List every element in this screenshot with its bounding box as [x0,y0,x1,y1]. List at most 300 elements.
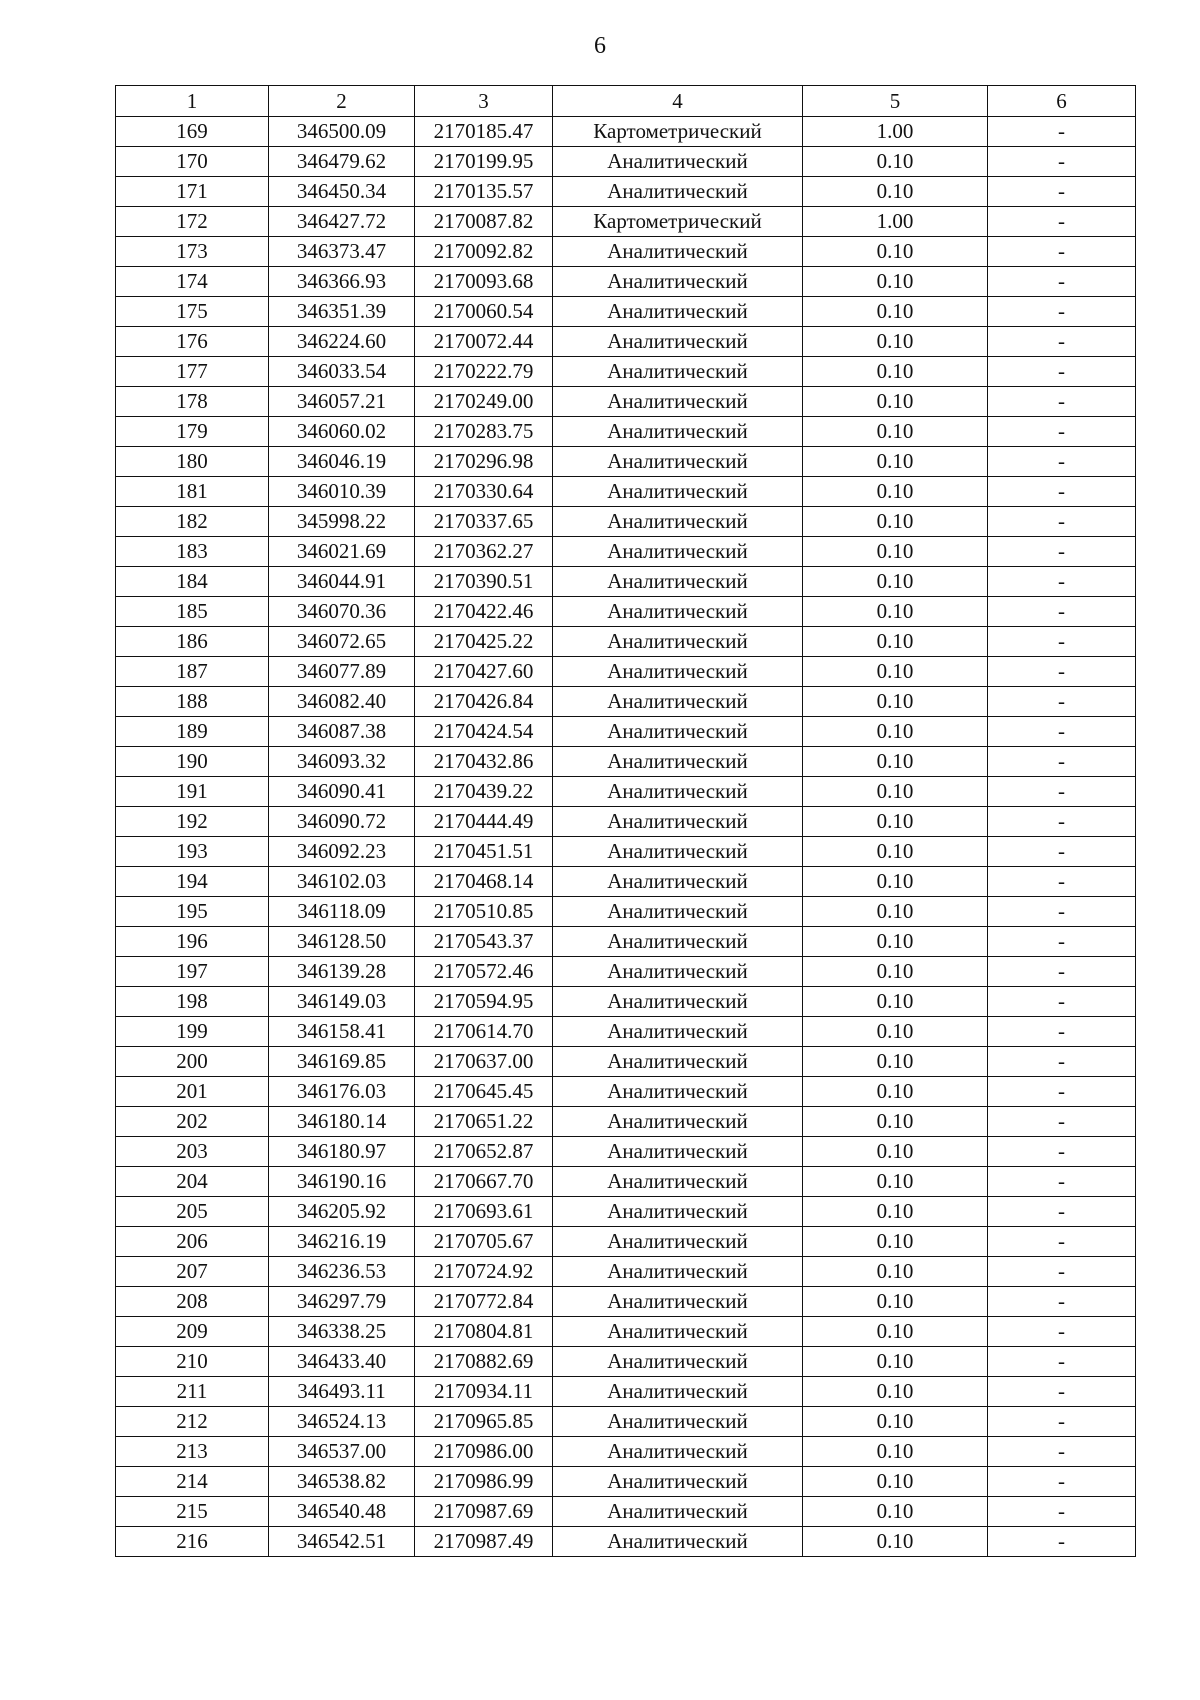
table-row [116,777,1136,807]
table-row [116,537,1136,567]
table-header [116,86,1136,117]
cell-point-number: 199 [116,1017,269,1047]
cell-accuracy: 0.10 [803,387,988,417]
cell-method: Аналитический [553,1287,803,1317]
cell-accuracy: 0.10 [803,807,988,837]
cell-note: - [988,957,1136,987]
cell-note: - [988,267,1136,297]
cell-x: 346169.85 [269,1047,415,1077]
cell-point-number: 210 [116,1347,269,1377]
cell-y: 2170934.11 [415,1377,553,1407]
table-row [116,147,1136,177]
table-row [116,627,1136,657]
cell-method: Аналитический [553,657,803,687]
cell-point-number: 214 [116,1467,269,1497]
cell-accuracy: 0.10 [803,867,988,897]
cell-y: 2170594.95 [415,987,553,1017]
table-row [116,1407,1136,1437]
cell-accuracy: 0.10 [803,267,988,297]
cell-method: Аналитический [553,1527,803,1557]
cell-method: Аналитический [553,957,803,987]
cell-method: Аналитический [553,597,803,627]
cell-x: 346236.53 [269,1257,415,1287]
table-row [116,237,1136,267]
table-row [116,1347,1136,1377]
cell-y: 2170093.68 [415,267,553,297]
cell-point-number: 194 [116,867,269,897]
cell-accuracy: 0.10 [803,507,988,537]
cell-note: - [988,1347,1136,1377]
cell-note: - [988,237,1136,267]
coordinates-table [115,85,1136,1557]
cell-point-number: 198 [116,987,269,1017]
cell-method: Аналитический [553,1137,803,1167]
cell-point-number: 190 [116,747,269,777]
cell-y: 2170425.22 [415,627,553,657]
cell-note: - [988,417,1136,447]
cell-method: Аналитический [553,1437,803,1467]
cell-y: 2170572.46 [415,957,553,987]
cell-y: 2170772.84 [415,1287,553,1317]
cell-note: - [988,177,1136,207]
cell-point-number: 205 [116,1197,269,1227]
cell-point-number: 179 [116,417,269,447]
cell-x: 346044.91 [269,567,415,597]
cell-point-number: 196 [116,927,269,957]
cell-y: 2170986.99 [415,1467,553,1497]
cell-point-number: 177 [116,357,269,387]
cell-x: 346057.21 [269,387,415,417]
cell-method: Аналитический [553,417,803,447]
cell-accuracy: 0.10 [803,1197,988,1227]
cell-point-number: 182 [116,507,269,537]
cell-y: 2170468.14 [415,867,553,897]
table-row [116,477,1136,507]
table-row [116,207,1136,237]
cell-method: Аналитический [553,447,803,477]
cell-point-number: 171 [116,177,269,207]
table-body [116,117,1136,1557]
cell-y: 2170724.92 [415,1257,553,1287]
cell-note: - [988,1527,1136,1557]
cell-point-number: 180 [116,447,269,477]
cell-x: 346433.40 [269,1347,415,1377]
cell-point-number: 176 [116,327,269,357]
cell-y: 2170087.82 [415,207,553,237]
cell-method: Аналитический [553,1167,803,1197]
cell-y: 2170705.67 [415,1227,553,1257]
cell-x: 346351.39 [269,297,415,327]
table-row [116,267,1136,297]
cell-point-number: 206 [116,1227,269,1257]
cell-y: 2170330.64 [415,477,553,507]
cell-x: 346216.19 [269,1227,415,1257]
cell-note: - [988,327,1136,357]
cell-y: 2170987.49 [415,1527,553,1557]
cell-accuracy: 0.10 [803,717,988,747]
cell-note: - [988,687,1136,717]
table-row [116,717,1136,747]
cell-note: - [988,1017,1136,1047]
cell-note: - [988,207,1136,237]
cell-x: 346021.69 [269,537,415,567]
cell-point-number: 172 [116,207,269,237]
cell-accuracy: 0.10 [803,297,988,327]
cell-accuracy: 0.10 [803,837,988,867]
cell-x: 346087.38 [269,717,415,747]
cell-method: Аналитический [553,1077,803,1107]
cell-y: 2170426.84 [415,687,553,717]
cell-note: - [988,1497,1136,1527]
cell-x: 346537.00 [269,1437,415,1467]
cell-accuracy: 0.10 [803,1467,988,1497]
cell-point-number: 212 [116,1407,269,1437]
cell-accuracy: 0.10 [803,1377,988,1407]
cell-y: 2170510.85 [415,897,553,927]
cell-y: 2170652.87 [415,1137,553,1167]
cell-point-number: 193 [116,837,269,867]
header-cell-note: 6 [988,86,1136,117]
cell-y: 2170390.51 [415,567,553,597]
cell-accuracy: 0.10 [803,327,988,357]
cell-point-number: 207 [116,1257,269,1287]
header-cell-y: 3 [415,86,553,117]
cell-method: Аналитический [553,1497,803,1527]
cell-note: - [988,837,1136,867]
cell-method: Аналитический [553,267,803,297]
cell-accuracy: 0.10 [803,477,988,507]
table-row [116,1107,1136,1137]
cell-note: - [988,807,1136,837]
table-row [116,1017,1136,1047]
cell-accuracy: 0.10 [803,1317,988,1347]
cell-note: - [988,777,1136,807]
cell-method: Аналитический [553,717,803,747]
cell-point-number: 187 [116,657,269,687]
cell-accuracy: 0.10 [803,357,988,387]
table-row [116,1317,1136,1347]
cell-x: 346540.48 [269,1497,415,1527]
cell-x: 346070.36 [269,597,415,627]
cell-accuracy: 0.10 [803,597,988,627]
cell-x: 346093.32 [269,747,415,777]
cell-y: 2170222.79 [415,357,553,387]
cell-accuracy: 0.10 [803,987,988,1017]
cell-y: 2170645.45 [415,1077,553,1107]
cell-point-number: 192 [116,807,269,837]
cell-x: 346090.72 [269,807,415,837]
cell-x: 346128.50 [269,927,415,957]
cell-accuracy: 0.10 [803,777,988,807]
table-row [116,507,1136,537]
cell-note: - [988,1107,1136,1137]
table-row [116,1197,1136,1227]
cell-note: - [988,447,1136,477]
cell-note: - [988,597,1136,627]
cell-point-number: 213 [116,1437,269,1467]
cell-note: - [988,117,1136,147]
cell-point-number: 216 [116,1527,269,1557]
cell-y: 2170135.57 [415,177,553,207]
header-row [116,86,1136,117]
cell-method: Аналитический [553,897,803,927]
cell-note: - [988,507,1136,537]
table-row [116,1497,1136,1527]
cell-accuracy: 0.10 [803,537,988,567]
cell-accuracy: 0.10 [803,447,988,477]
cell-note: - [988,1467,1136,1497]
cell-note: - [988,1317,1136,1347]
cell-y: 2170337.65 [415,507,553,537]
cell-accuracy: 0.10 [803,417,988,447]
table-row [116,747,1136,777]
table-row [116,657,1136,687]
cell-point-number: 211 [116,1377,269,1407]
cell-x: 346479.62 [269,147,415,177]
table-row [116,357,1136,387]
cell-y: 2170432.86 [415,747,553,777]
cell-method: Аналитический [553,387,803,417]
cell-point-number: 202 [116,1107,269,1137]
cell-method: Картометрический [553,117,803,147]
cell-x: 346427.72 [269,207,415,237]
cell-method: Аналитический [553,507,803,537]
cell-accuracy: 0.10 [803,1437,988,1467]
cell-x: 345998.22 [269,507,415,537]
cell-y: 2170882.69 [415,1347,553,1377]
cell-y: 2170249.00 [415,387,553,417]
table-row [116,1167,1136,1197]
cell-accuracy: 1.00 [803,207,988,237]
cell-y: 2170637.00 [415,1047,553,1077]
cell-note: - [988,357,1136,387]
cell-method: Аналитический [553,147,803,177]
cell-x: 346542.51 [269,1527,415,1557]
cell-point-number: 195 [116,897,269,927]
cell-method: Аналитический [553,237,803,267]
cell-method: Аналитический [553,807,803,837]
cell-note: - [988,477,1136,507]
cell-x: 346373.47 [269,237,415,267]
cell-method: Аналитический [553,537,803,567]
cell-point-number: 191 [116,777,269,807]
table-row [116,447,1136,477]
cell-y: 2170283.75 [415,417,553,447]
table-row [116,1437,1136,1467]
cell-note: - [988,537,1136,567]
cell-method: Аналитический [553,297,803,327]
cell-method: Аналитический [553,1257,803,1287]
cell-accuracy: 0.10 [803,897,988,927]
cell-x: 346366.93 [269,267,415,297]
cell-y: 2170651.22 [415,1107,553,1137]
cell-method: Аналитический [553,1197,803,1227]
cell-point-number: 169 [116,117,269,147]
cell-accuracy: 0.10 [803,1227,988,1257]
cell-x: 346524.13 [269,1407,415,1437]
table-row [116,177,1136,207]
cell-point-number: 178 [116,387,269,417]
cell-note: - [988,717,1136,747]
cell-x: 346297.79 [269,1287,415,1317]
cell-accuracy: 0.10 [803,1497,988,1527]
cell-note: - [988,1227,1136,1257]
cell-x: 346077.89 [269,657,415,687]
cell-x: 346176.03 [269,1077,415,1107]
cell-accuracy: 0.10 [803,1167,988,1197]
header-cell-accuracy: 5 [803,86,988,117]
cell-method: Аналитический [553,1407,803,1437]
cell-note: - [988,1077,1136,1107]
cell-method: Аналитический [553,477,803,507]
cell-y: 2170422.46 [415,597,553,627]
cell-method: Аналитический [553,777,803,807]
cell-accuracy: 0.10 [803,1077,988,1107]
cell-point-number: 186 [116,627,269,657]
cell-point-number: 185 [116,597,269,627]
cell-y: 2170060.54 [415,297,553,327]
cell-accuracy: 0.10 [803,1347,988,1377]
cell-x: 346010.39 [269,477,415,507]
cell-accuracy: 0.10 [803,1107,988,1137]
cell-method: Аналитический [553,357,803,387]
cell-point-number: 201 [116,1077,269,1107]
cell-method: Аналитический [553,1227,803,1257]
cell-x: 346180.14 [269,1107,415,1137]
table-row [116,1227,1136,1257]
cell-note: - [988,1137,1136,1167]
cell-x: 346224.60 [269,327,415,357]
cell-point-number: 183 [116,537,269,567]
cell-y: 2170199.95 [415,147,553,177]
table-row [116,1287,1136,1317]
cell-accuracy: 0.10 [803,567,988,597]
cell-accuracy: 0.10 [803,627,988,657]
cell-y: 2170427.60 [415,657,553,687]
cell-y: 2170362.27 [415,537,553,567]
cell-note: - [988,147,1136,177]
cell-accuracy: 0.10 [803,687,988,717]
table-row [116,987,1136,1017]
cell-accuracy: 0.10 [803,927,988,957]
cell-method: Аналитический [553,1377,803,1407]
header-cell-point-number: 1 [116,86,269,117]
cell-y: 2170965.85 [415,1407,553,1437]
cell-note: - [988,1167,1136,1197]
cell-x: 346092.23 [269,837,415,867]
cell-point-number: 203 [116,1137,269,1167]
cell-note: - [988,1407,1136,1437]
cell-x: 346149.03 [269,987,415,1017]
cell-point-number: 197 [116,957,269,987]
table-row [116,1077,1136,1107]
cell-point-number: 204 [116,1167,269,1197]
cell-x: 346046.19 [269,447,415,477]
table-row [116,597,1136,627]
cell-note: - [988,297,1136,327]
cell-note: - [988,897,1136,927]
table-row [116,327,1136,357]
header-cell-x: 2 [269,86,415,117]
cell-method: Аналитический [553,687,803,717]
cell-point-number: 170 [116,147,269,177]
cell-x: 346180.97 [269,1137,415,1167]
cell-point-number: 209 [116,1317,269,1347]
table-row [116,687,1136,717]
table-row [116,927,1136,957]
cell-point-number: 208 [116,1287,269,1317]
cell-note: - [988,1047,1136,1077]
cell-note: - [988,567,1136,597]
cell-method: Аналитический [553,747,803,777]
cell-accuracy: 0.10 [803,1047,988,1077]
cell-accuracy: 1.00 [803,117,988,147]
cell-method: Картометрический [553,207,803,237]
table-row [116,387,1136,417]
table-row [116,567,1136,597]
cell-note: - [988,1437,1136,1467]
cell-method: Аналитический [553,1467,803,1497]
cell-x: 346500.09 [269,117,415,147]
cell-point-number: 189 [116,717,269,747]
cell-y: 2170804.81 [415,1317,553,1347]
cell-note: - [988,927,1136,957]
cell-note: - [988,627,1136,657]
cell-accuracy: 0.10 [803,147,988,177]
cell-note: - [988,1257,1136,1287]
table-row [116,1047,1136,1077]
cell-y: 2170986.00 [415,1437,553,1467]
cell-accuracy: 0.10 [803,1017,988,1047]
cell-method: Аналитический [553,1317,803,1347]
table-row [116,1527,1136,1557]
table-row [116,1377,1136,1407]
cell-point-number: 184 [116,567,269,597]
cell-note: - [988,867,1136,897]
cell-point-number: 215 [116,1497,269,1527]
cell-method: Аналитический [553,627,803,657]
cell-accuracy: 0.10 [803,1407,988,1437]
cell-accuracy: 0.10 [803,957,988,987]
cell-x: 346090.41 [269,777,415,807]
cell-note: - [988,987,1136,1017]
cell-x: 346082.40 [269,687,415,717]
table-row [116,1137,1136,1167]
cell-x: 346493.11 [269,1377,415,1407]
cell-point-number: 174 [116,267,269,297]
cell-accuracy: 0.10 [803,657,988,687]
table-row [116,957,1136,987]
cell-method: Аналитический [553,837,803,867]
cell-method: Аналитический [553,927,803,957]
cell-point-number: 200 [116,1047,269,1077]
table-row [116,867,1136,897]
cell-note: - [988,1197,1136,1227]
cell-y: 2170185.47 [415,117,553,147]
cell-method: Аналитический [553,867,803,897]
table-row [116,897,1136,927]
cell-x: 346072.65 [269,627,415,657]
cell-note: - [988,387,1136,417]
cell-accuracy: 0.10 [803,1527,988,1557]
cell-y: 2170987.69 [415,1497,553,1527]
table-row [116,837,1136,867]
cell-method: Аналитический [553,1347,803,1377]
table-row [116,807,1136,837]
cell-x: 346118.09 [269,897,415,927]
cell-x: 346102.03 [269,867,415,897]
table-row [116,1257,1136,1287]
